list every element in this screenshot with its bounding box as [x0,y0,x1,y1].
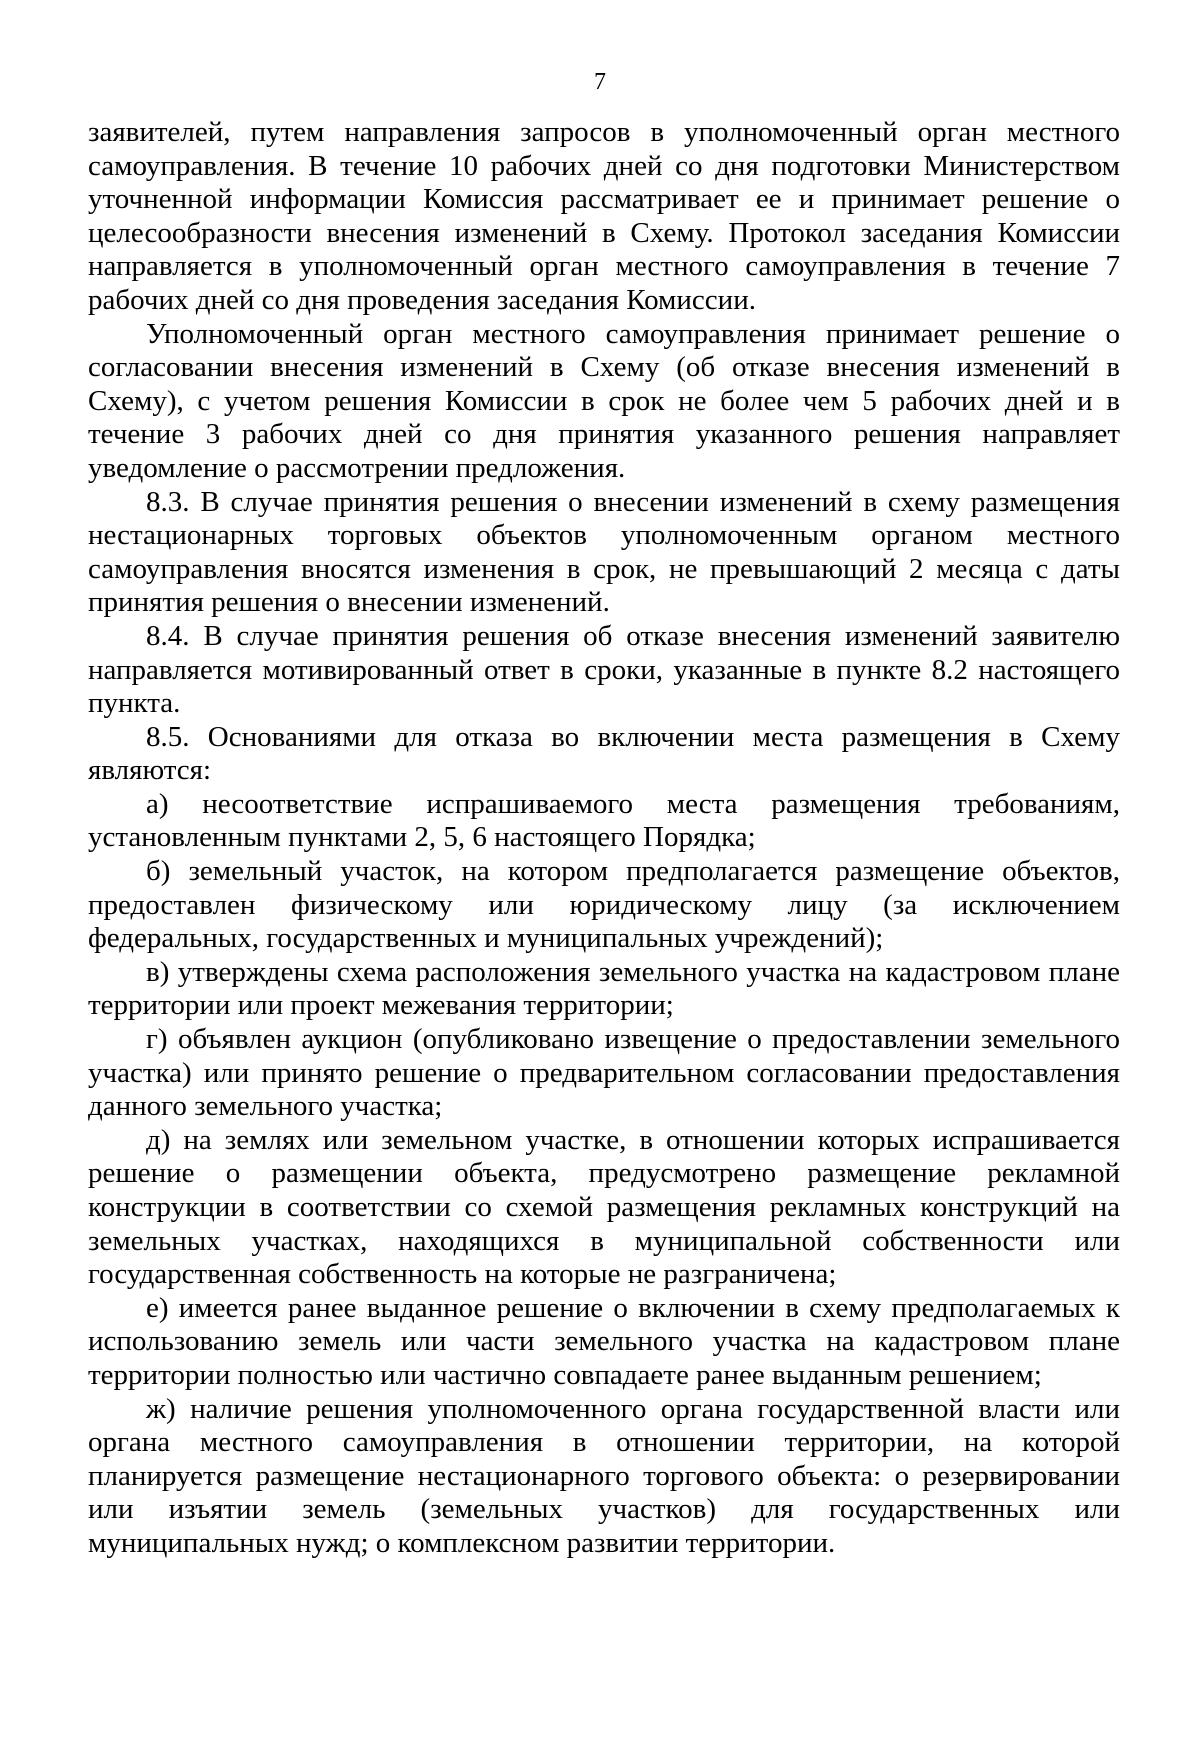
list-item-zh: ж) наличие решения уполномоченного органа государственной власти или органа местного самоуправления в отношении территории, на которой планируется размещение нестационарного торгового объекта: о резервировании или изъятии земель (земельных участков) для государственных или муниципальных нужд; о комплексном развитии территории. [88,1392,1120,1559]
document-body [88,116,1120,1561]
paragraph-authority-decision: Уполномоченный орган местного самоуправления принимает решение о согласовании внесения изменений в Схему (об отказе внесения изменений в Схему), с учетом решения Комиссии в срок не более чем 5 рабочих дней и в течение 3 рабочих дней со дня принятия указанного решения направляет уведомление о рассмотрении предложения. [88,317,1120,484]
paragraph-8-5: 8.5. Основаниями для отказа во включении места размещения в Схему являются: [88,720,1120,787]
list-item-a: а) несоответствие испрашиваемого места размещения требованиям, установленным пунктами 2, 5, 6 настоящего Порядка; [88,787,1120,854]
paragraph-applicants-requests: заявителей, путем направления запросов в уполномоченный орган местного самоуправления. В течение 10 рабочих дней со дня подготовки Министерством уточненной информации Комиссия рассматривает ее и принимает решение о целесообразности внесения изменений в Схему. Протокол заседания Комиссии направляется в уполномоченный орган местного самоуправления в течение 7 рабочих дней со дня проведения заседания Комиссии. [88,116,1120,316]
list-item-d: д) на землях или земельном участке, в отношении которых испрашивается решение о размещении объекта, предусмотрено размещение рекламной конструкции в соответствии со схемой размещения рекламных конструкций на земельных участках, находящихся в муниципальной собственности или государственная собственность на которые не разграничена; [88,1123,1120,1291]
list-item-e: е) имеется ранее выданное решение о включении в схему предполагаемых к использованию земель или части земельного участка на кадастровом плане территории полностью или частично совпадаете ранее выданным решением; [88,1291,1120,1391]
list-item-v: в) утверждены схема расположения земельного участка на кадастровом плане территории или проект межевания территории; [88,955,1120,1022]
list-item-g: г) объявлен аукцион (опубликовано извещение о предоставлении земельного участка) или принято решение о предварительном согласовании предоставления данного земельного участка; [88,1023,1120,1123]
paragraph-8-4: 8.4. В случае принятия решения об отказе внесения изменений заявителю направляется мотивированный ответ в сроки, указанные в пункте 8.2 настоящего пункта. [88,619,1120,720]
page-number: 7 [594,69,606,95]
list-item-b: б) земельный участок, на котором предполагается размещение объектов, предоставлен физическому или юридическому лицу (за исключением федеральных, государственных и муниципальных учреждений); [88,855,1120,955]
paragraph-8-3: 8.3. В случае принятия решения о внесении изменений в схему размещения нестационарных торговых объектов уполномоченным органом местного самоуправления вносятся изменения в срок, не превышающий 2 месяца с даты принятия решения о внесении изменений. [88,485,1120,619]
